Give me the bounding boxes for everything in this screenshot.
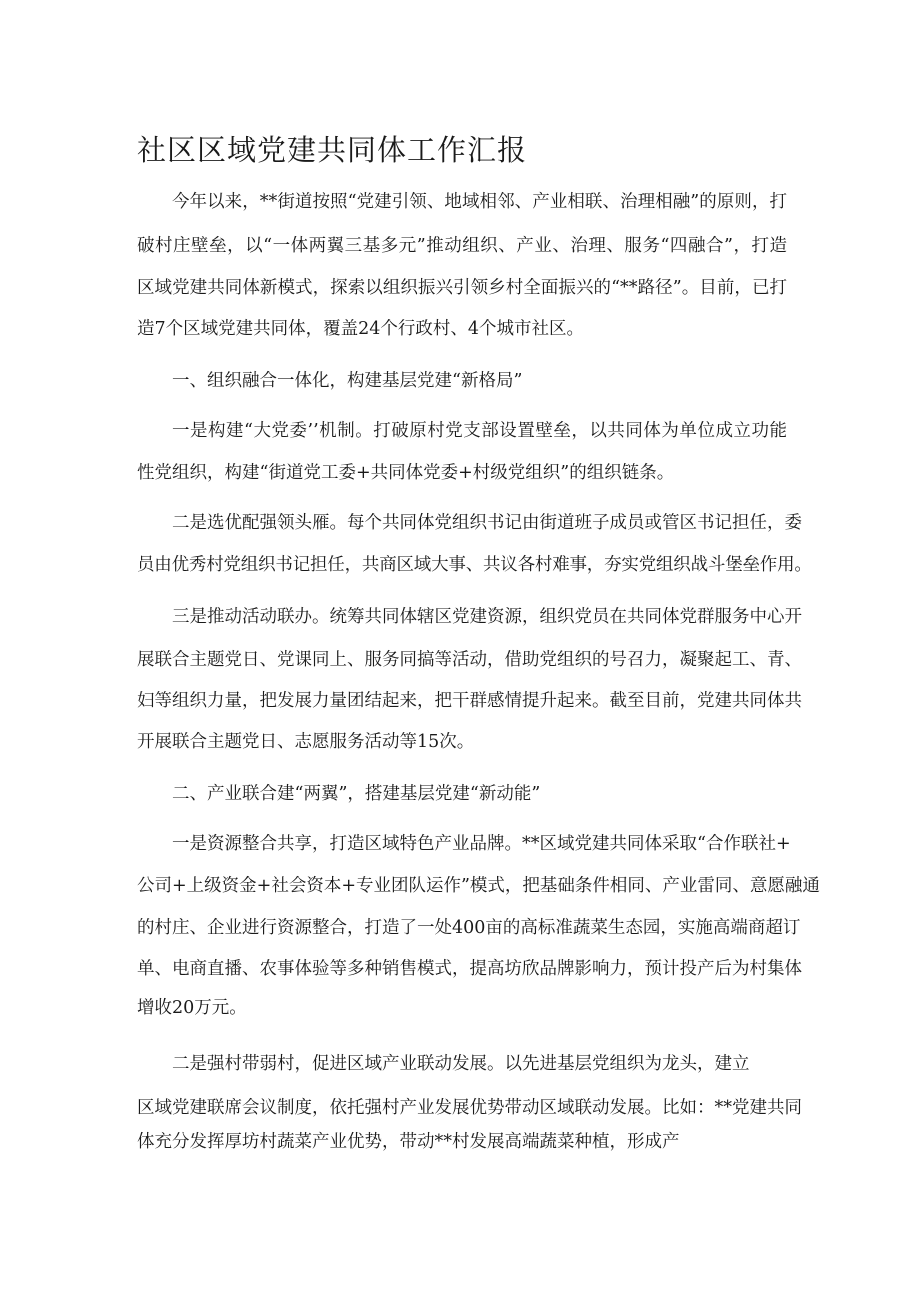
paragraph-line: 开展联合主题党日、志愿服务活动等15次。 [137,732,475,752]
section-heading: 二、产业联合建“两翼”，搭建基层党建“新动能” [172,784,541,804]
paragraph-line: 造7个区域党建共同体，覆盖24个行政村、4个城市社区。 [137,319,585,339]
section-heading: 一、组织融合一体化，构建基层党建“新格局” [172,371,523,391]
paragraph-line: 性党组织，构建“街道党工委+共同体党委+村级党组织”的组织链条。 [137,463,675,483]
paragraph-line: 一是资源整合共享，打造区域特色产业品牌。**区域党建共同体采取“合作联社+ [172,834,791,854]
paragraph-line: 三是推动活动联办。统筹共同体辖区党建资源，组织党员在共同体党群服务中心开 [172,607,802,627]
paragraph-line: 破村庄壁垒，以“一体两翼三基多元”推动组织、产业、治理、服务“四融合”，打造 [137,236,787,256]
paragraph-line: 展联合主题党日、党课同上、服务同搞等活动，借助党组织的号召力，凝聚起工、青、 [137,650,802,670]
paragraph-line: 体充分发挥厚坊村蔬菜产业优势，带动**村发展高端蔬菜种植，形成产 [137,1132,680,1152]
paragraph-line: 二是选优配强领头雁。每个共同体党组织书记由街道班子成员或管区书记担任，委 [172,513,802,533]
paragraph-line: 二是强村带弱村，促进区域产业联动发展。以先进基层党组织为龙头，建立 [172,1054,750,1074]
paragraph-line: 区域党建联席会议制度，依托强村产业发展优势带动区域联动发展。比如：**党建共同 [137,1098,802,1118]
paragraph-line: 区域党建共同体新模式，探索以组织振兴引领乡村全面振兴的“**路径”。目前，已打 [137,278,787,298]
paragraph-line: 的村庄、企业进行资源整合，打造了一处400亩的高标准蔬菜生态园，实施高端商超订 [137,918,801,938]
paragraph-line: 一是构建“大党委’’机制。打破原村党支部设置壁垒，以共同体为单位成立功能 [172,421,787,441]
paragraph-line: 增收20万元。 [137,998,247,1018]
document-title: 社区区域党建共同体工作汇报 [137,133,528,167]
paragraph-line: 公司+上级资金+社会资本+专业团队运作”模式，把基础条件相同、产业雷同、意愿融通 [137,876,820,896]
paragraph-line: 员由优秀村党组织书记担任，共商区域大事、共议各村难事，夯实党组织战斗堡垒作用。 [137,555,812,575]
paragraph-line: 妇等组织力量，把发展力量团结起来，把干群感情提升起来。截至目前，党建共同体共 [137,691,802,711]
paragraph-line: 单、电商直播、农事体验等多种销售模式，提高坊欣品牌影响力，预计投产后为村集体 [137,959,802,979]
paragraph-line: 今年以来，**街道按照“党建引领、地域相邻、产业相联、治理相融”的原则，打 [172,192,787,212]
